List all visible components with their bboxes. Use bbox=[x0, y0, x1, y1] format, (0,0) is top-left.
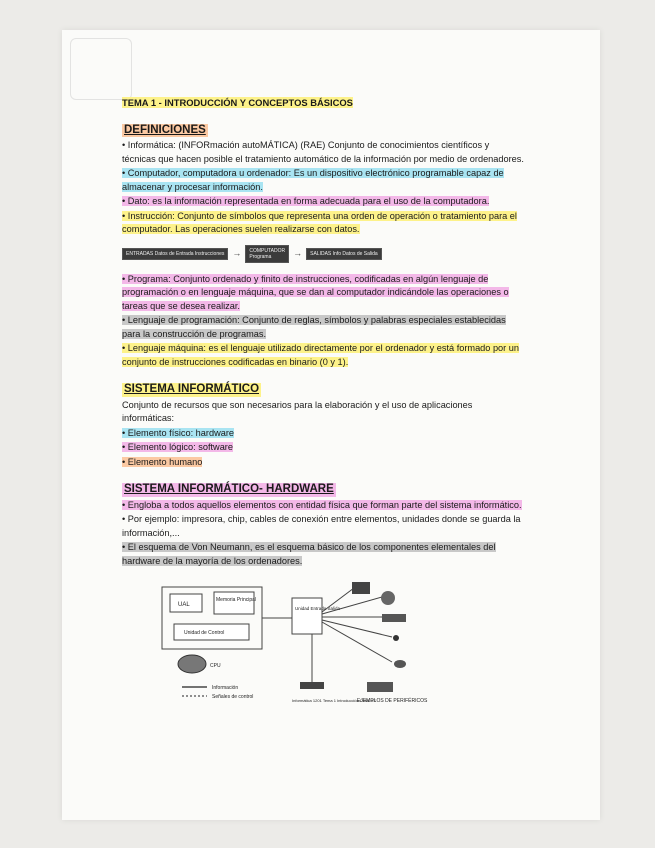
flow-salida: SALIDAS Info Datos de Salida bbox=[306, 248, 382, 260]
keyboard-icon bbox=[382, 614, 406, 622]
flow-entrada: ENTRADAS Datos de Entrada Instrucciones bbox=[122, 248, 228, 260]
sistema-logico: • Elemento lógico: software bbox=[122, 442, 233, 452]
memoria-label: Memoria Principal bbox=[216, 597, 257, 603]
sistema-intro: Conjunto de recursos que son necesarios para la elaboración y el uso de aplicaciones informáticas: bbox=[122, 399, 473, 423]
def-lenguaje-maquina: • Lenguaje máquina: es el lenguaje utilizado directamente por el ordenador y está formado por un conjunto de instrucciones codificadas en binario (0 y 1). bbox=[122, 343, 520, 367]
title-text: TEMA 1 - INTRODUCCIÓN Y CONCEPTOS BÁSICOS bbox=[122, 97, 353, 108]
ejemplos-label: EJEMPLOS DE PERIFÉRICOS bbox=[357, 698, 428, 704]
arrow-icon: → bbox=[293, 247, 303, 258]
hardware-ejemplo: • Por ejemplo: impresora, chip, cables de conexión entre elementos, unidades donde se guarda la información,... bbox=[122, 514, 521, 538]
def-computador: • Computador, computadora u ordenador: Es un dispositivo electrónico programable capaz de almacenar y procesar información. bbox=[122, 168, 504, 192]
page-title bbox=[122, 96, 524, 110]
von-neumann-diagram bbox=[152, 582, 452, 717]
cpu-label: CPU bbox=[210, 663, 221, 669]
von-neumann-svg bbox=[152, 582, 452, 717]
mouse-icon bbox=[394, 660, 406, 668]
ual-label: UAL bbox=[178, 602, 190, 608]
modem-icon bbox=[300, 682, 324, 689]
hardware-esquema: • El esquema de Von Neumann, es el esquema básico de los componentes elementales del hardware de la mayoría de los ordenadores. bbox=[122, 542, 496, 566]
legend-senales: Señales de control bbox=[212, 694, 254, 700]
microphone-icon bbox=[393, 635, 399, 641]
def-informatica: • Informática: (INFORmación autoMÁTICA) (RAE) Conjunto de conocimientos científicos y técnicas que hacen posible el tratamiento automático de la información por medio de ordenadores. bbox=[122, 140, 524, 164]
sistema-fisico: • Elemento físico: hardware bbox=[122, 427, 234, 438]
arrow-icon: → bbox=[232, 247, 242, 258]
printer-icon bbox=[367, 682, 393, 692]
hardware-engloba: • Engloba a todos aquellos elementos con entidad física que forman parte del sistema informático. bbox=[122, 499, 522, 510]
monitor-icon bbox=[352, 582, 370, 594]
legend-informacion: Información bbox=[212, 685, 239, 691]
flow-computador: COMPUTADOR Programa bbox=[245, 245, 289, 263]
io-flow-diagram bbox=[122, 245, 524, 263]
hardware-heading: SISTEMA INFORMÁTICO- HARDWARE bbox=[124, 483, 334, 495]
def-instruccion: • Instrucción: Conjunto de símbolos que representa una orden de operación o tratamiento para el computador. Las operaciones suelen realizarse con datos. bbox=[122, 210, 517, 234]
es-label: Unidad Entrada Salida bbox=[295, 606, 341, 611]
document-content bbox=[122, 96, 524, 717]
def-dato: • Dato: es la información representada en forma adecuada para el uso de la computadora. bbox=[122, 196, 490, 206]
paper-clip-mark bbox=[70, 38, 132, 100]
disc-icon bbox=[381, 591, 395, 605]
definiciones-heading: DEFINICIONES bbox=[124, 123, 206, 136]
sistema-humano: • Elemento humano bbox=[122, 456, 203, 467]
sistema-heading: SISTEMA INFORMÁTICO bbox=[124, 383, 260, 395]
def-lenguaje-programacion: • Lenguaje de programación: Conjunto de reglas, símbolos y palabras especiales establecidas para la construcción de programas. bbox=[122, 315, 506, 339]
diagram-caption: Informática 1201 Tema 1 Introducción DISA US bbox=[292, 698, 376, 703]
unidad-control-label: Unidad de Control bbox=[184, 630, 225, 636]
def-programa: • Programa: Conjunto ordenado y finito de instrucciones, codificadas en algún lenguaje de programación o en lenguaje máquina, que se dan al computador indicándole las operaciones o tareas que se desea realizar. bbox=[122, 273, 509, 311]
